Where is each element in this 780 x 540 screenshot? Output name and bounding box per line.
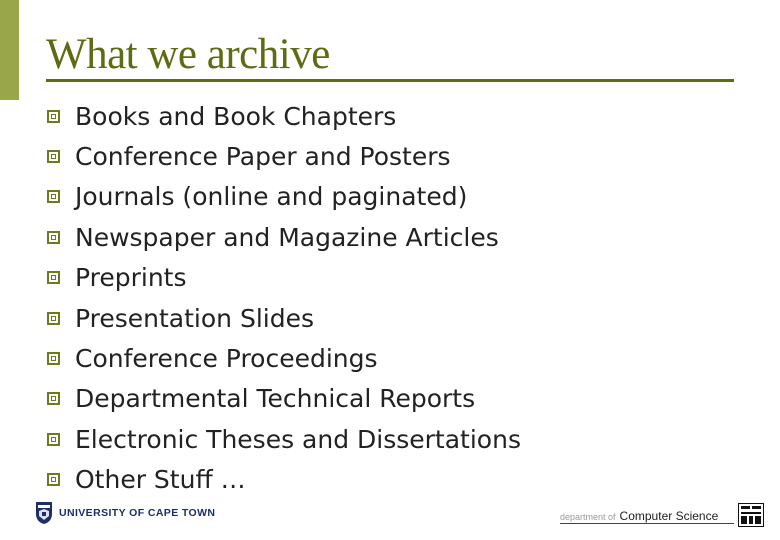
department-footer [560, 504, 718, 524]
accent-side-bar [0, 0, 19, 100]
bullet-text: Electronic Theses and Dissertations [75, 424, 521, 454]
hollow-square-icon [47, 110, 60, 123]
bullet-text: Journals (online and paginated) [75, 182, 468, 212]
bullet-list [47, 96, 521, 500]
bullet-item [47, 298, 521, 338]
bullet-item [47, 379, 521, 419]
title-underline [46, 79, 734, 82]
bullet-text: Conference Proceedings [75, 344, 378, 374]
university-name: UNIVERSITY OF CAPE TOWN [59, 507, 216, 519]
hollow-square-icon [47, 473, 60, 486]
hollow-square-icon [47, 433, 60, 446]
bullet-item [47, 460, 521, 500]
slide-title: What we archive [46, 31, 330, 78]
cs-logo-icon [738, 503, 764, 527]
bullet-item [47, 338, 521, 378]
hollow-square-icon [47, 150, 60, 163]
bullet-item [47, 96, 521, 136]
bullet-item [47, 177, 521, 217]
uct-crest-icon [35, 501, 53, 525]
department-name: Computer Science [619, 509, 719, 523]
hollow-square-icon [47, 231, 60, 244]
bullet-item [47, 217, 521, 257]
hollow-square-icon [47, 392, 60, 405]
bullet-text: Departmental Technical Reports [75, 384, 476, 414]
bullet-text: Preprints [75, 263, 187, 293]
hollow-square-icon [47, 271, 60, 284]
hollow-square-icon [47, 190, 60, 203]
university-footer [35, 498, 215, 528]
bullet-item [47, 136, 521, 176]
department-underline [560, 523, 734, 524]
bullet-text: Books and Book Chapters [75, 101, 397, 131]
bullet-text: Newspaper and Magazine Articles [75, 222, 499, 252]
bullet-item [47, 258, 521, 298]
bullet-text: Conference Paper and Posters [75, 142, 451, 172]
bullet-text: Other Stuff … [75, 465, 246, 495]
bullet-item [47, 419, 521, 459]
hollow-square-icon [47, 312, 60, 325]
department-prefix: department of [560, 512, 616, 522]
bullet-text: Presentation Slides [75, 303, 314, 333]
hollow-square-icon [47, 352, 60, 365]
